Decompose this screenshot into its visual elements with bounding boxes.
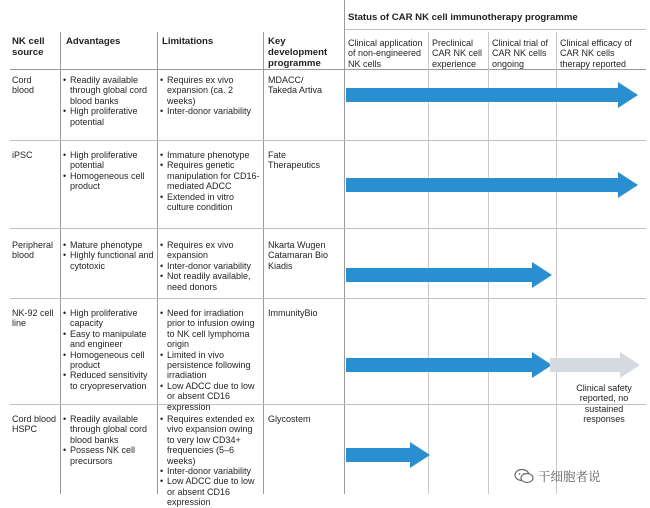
stage-label-4: Clinical efficacy of CAR NK cells therapy reported (560, 38, 632, 69)
limitation-item: • Requires extended ex vivo expansion owing to very low CD34+ frequencies (5–6 weeks) (159, 414, 262, 466)
row-limitations (159, 240, 262, 292)
row-programme: Glycostem (268, 414, 311, 424)
status-title-rule (344, 29, 646, 30)
extension-note: Clinical safety reported, no sustained responses (576, 383, 632, 425)
progress-arrow (344, 350, 556, 380)
stage-label-3: Clinical trial of CAR NK cells ongoing (492, 38, 549, 69)
row-limitations (159, 308, 262, 412)
row-programme: Nkarta Wugen Catamaran Bio Kiadis (268, 240, 329, 271)
limitation-item: • Limited in vivo persistence following irradiation (159, 350, 262, 381)
header-rule (10, 69, 646, 70)
divider-status (344, 0, 345, 494)
watermark (514, 466, 601, 486)
progress-arrow (344, 80, 640, 110)
limitation-item: • Low ADCC due to low or absent CD16 expression (159, 381, 262, 412)
limitation-item: • Requires ex vivo expansion (159, 240, 262, 261)
row-programme: ImmunityBio (268, 308, 318, 318)
row-limitations (159, 150, 262, 212)
advantage-item: • Mature phenotype (62, 240, 156, 250)
row-programme: Fate Therapeutics (268, 150, 321, 171)
limitation-item: • Extended in vitro culture condition (159, 192, 262, 213)
row-limitations (159, 75, 262, 117)
divider-advantages (60, 32, 61, 494)
row-advantages (62, 308, 156, 391)
row-source: Cord blood (12, 75, 35, 96)
row-limitations (159, 414, 262, 508)
advantage-item: • Reduced sensitivity to cryopreservation (62, 370, 156, 391)
limitation-item: • Inter-donor variability (159, 466, 262, 476)
advantage-item: • High proliferative capacity (62, 308, 156, 329)
progress-arrow (344, 440, 434, 470)
row-source: Peripheral blood (12, 240, 54, 261)
wechat-icon (514, 468, 534, 484)
limitation-item: • Not readily available, need donors (159, 271, 262, 292)
row-programme: MDACC/ Takeda Artiva (268, 75, 323, 96)
limitation-item: • Low ADCC due to low or absent CD16 expression (159, 476, 262, 507)
row-source: iPSC (12, 150, 33, 160)
row-advantages (62, 414, 156, 466)
progress-extension-arrow (548, 350, 642, 380)
progress-extension-arrow-shape (550, 352, 640, 378)
row-advantages (62, 150, 156, 192)
limitation-item: • Requires ex vivo expansion (ca. 2 weeks) (159, 75, 262, 106)
advantage-item: • Readily available through global cord blood banks (62, 75, 156, 106)
progress-arrow-shape (346, 352, 552, 378)
row-separator (10, 298, 646, 299)
divider-limitations (157, 32, 158, 494)
advantage-item: • High proliferative potential (62, 150, 156, 171)
progress-arrow-shape (346, 442, 430, 468)
progress-arrow-shape (346, 172, 638, 198)
progress-arrow (344, 260, 556, 290)
header-advantages: Advantages (66, 36, 121, 47)
header-source: NK cell source (12, 36, 45, 58)
advantage-item: • Homogeneous cell product (62, 350, 156, 371)
divider-programme (263, 32, 264, 494)
advantage-item: • High proliferative potential (62, 106, 156, 127)
status-title: Status of CAR NK cell immunotherapy programme (348, 12, 578, 23)
advantage-item: • Highly functional and cytotoxic (62, 250, 156, 271)
row-source: Cord blood HSPC (12, 414, 57, 435)
limitation-item: • Inter-donor variability (159, 261, 262, 271)
advantage-item: • Readily available through global cord blood banks (62, 414, 156, 445)
limitation-item: • Inter-donor variability (159, 106, 262, 116)
row-source: NK-92 cell line (12, 308, 54, 329)
row-separator (10, 404, 646, 405)
row-advantages (62, 75, 156, 127)
row-advantages (62, 240, 156, 271)
row-separator (10, 140, 646, 141)
stage-label-1: Clinical application of non-engineered NK cells (348, 38, 423, 69)
stage-label-2: Preclinical CAR NK cell experience (432, 38, 483, 69)
advantage-item: • Easy to manipulate and engineer (62, 329, 156, 350)
advantage-item: • Homogeneous cell product (62, 171, 156, 192)
watermark-text: 干细胞者说 (538, 470, 601, 484)
advantage-item: • Possess NK cell precursors (62, 445, 156, 466)
row-separator (10, 228, 646, 229)
progress-arrow-shape (346, 262, 552, 288)
limitation-item: • Immature phenotype (159, 150, 262, 160)
progress-arrow-shape (346, 82, 638, 108)
header-limitations: Limitations (162, 36, 214, 47)
limitation-item: • Need for irradiation prior to infusion owing to NK cell lymphoma origin (159, 308, 262, 350)
progress-arrow (344, 170, 640, 200)
limitation-item: • Requires genetic manipulation for CD16-mediated ADCC (159, 160, 262, 191)
header-programme: Key development programme (268, 36, 328, 69)
